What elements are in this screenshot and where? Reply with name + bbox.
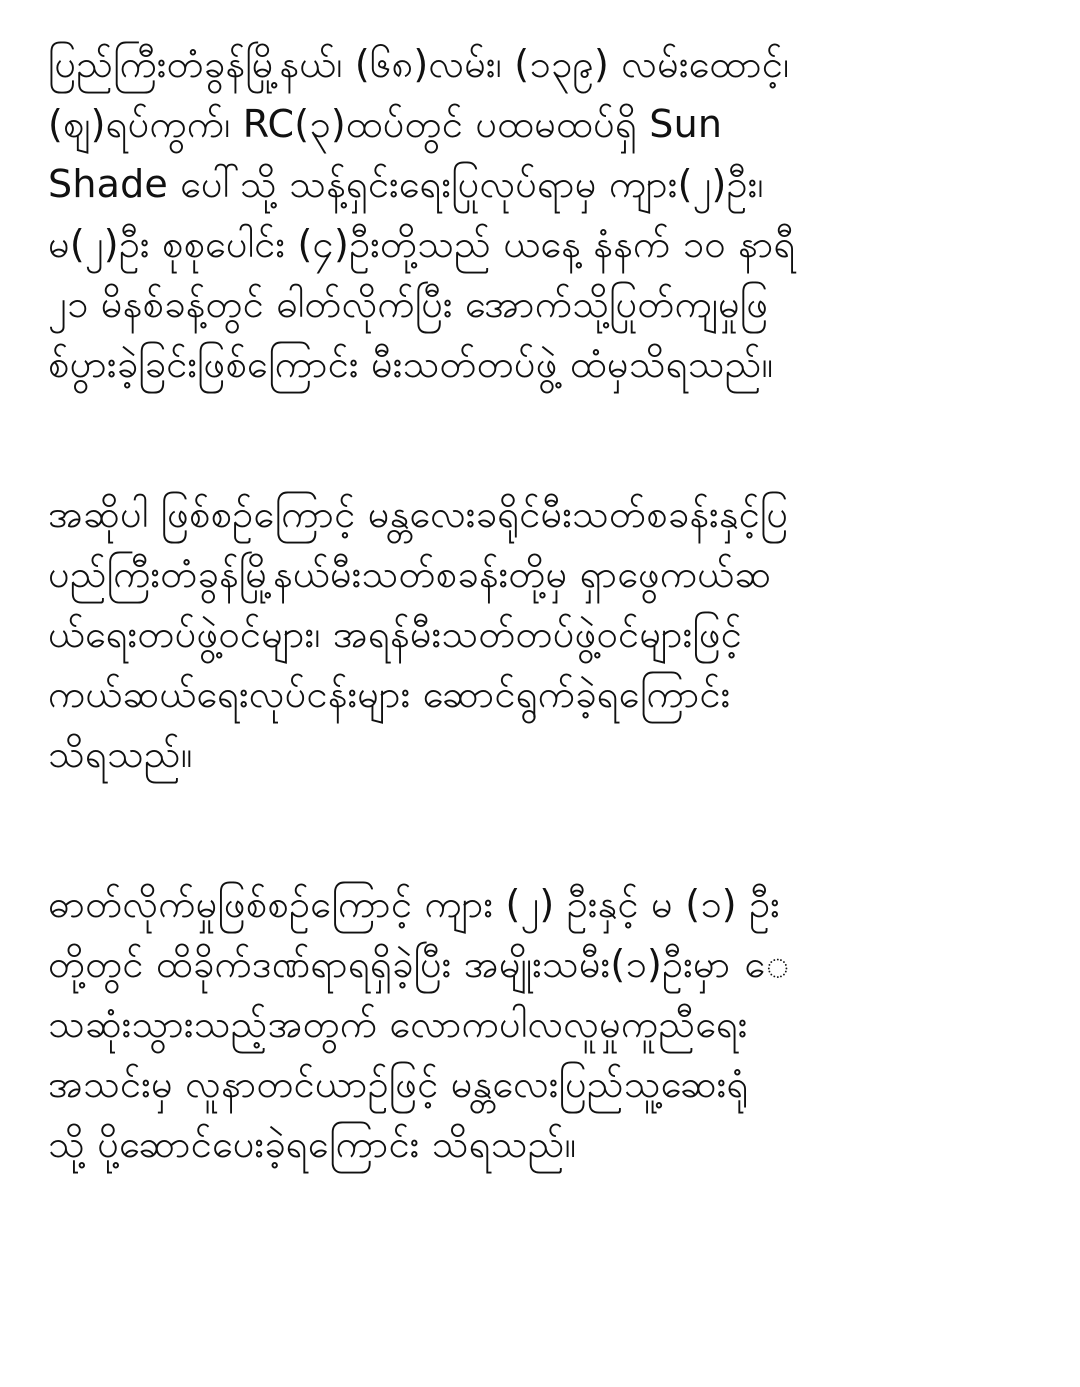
text-line: ပည်ကြီးတံခွန်မြို့နယ်မီးသတ်စခန်းတို့မှ ရှာဖွေကယ်ဆ (48, 552, 772, 596)
text-line: မ(၂)ဦး စုစုပေါင်း (၄)ဦးတို့သည် ယနေ့ နံနက် ၁၀ နာရီ (48, 222, 796, 266)
text-line: သိရသည်။ (48, 732, 193, 776)
text-line: သို့ ပို့ဆောင်ပေးခဲ့ရကြောင်း သိရသည်။ (48, 1122, 577, 1166)
text-line: ဓာတ်လိုက်မှုဖြစ်စဉ်ကြောင့် ကျား (၂) ဦးနှင့် မ (၁) ဦး (48, 882, 781, 926)
text-line: (စျ)ရပ်ကွက်၊ RC(၃)ထပ်တွင် ပထမထပ်ရှိ Sun (48, 102, 723, 146)
text-line: အသင်းမှ လူနာတင်ယာဉ်ဖြင့် မန္တလေးပြည်သူ့ဆေးရုံ (48, 1062, 749, 1106)
text-line: Shade ပေါ်သို့ သန့်ရှင်းရေးပြုလုပ်ရာမှ ကျား(၂)ဦး၊ (48, 162, 764, 206)
paragraph-1 (48, 34, 1048, 394)
text-line: အဆိုပါ ဖြစ်စဉ်ကြောင့် မန္တလေးခရိုင်မီးသတ်စခန်းနှင့်ပြ (48, 492, 789, 536)
paragraph-2 (48, 484, 1048, 784)
paragraph-gap (48, 784, 1048, 874)
text-line: စ်ပွားခဲ့ခြင်းဖြစ်ကြောင်း မီးသတ်တပ်ဖွဲ့ ထံမှသိရသည်။ (48, 342, 774, 386)
text-line: ယ်ရေးတပ်ဖွဲ့ဝင်များ၊ အရန်မီးသတ်တပ်ဖွဲ့ဝင်များဖြင့် (48, 612, 743, 656)
text-line: ပြည်ကြီးတံခွန်မြို့နယ်၊ (၆၈)လမ်း၊ (၁၃၉) လမ်းထောင့်၊ (48, 42, 790, 86)
news-article (48, 34, 1048, 1174)
paragraph-3 (48, 874, 1048, 1174)
paragraph-gap (48, 394, 1048, 484)
text-line: ၂၁ မိနစ်ခန့်တွင် ဓါတ်လိုက်ပြီး အောက်သို့ပြုတ်ကျမှုဖြ (48, 282, 769, 326)
text-line: တို့တွင် ထိခိုက်ဒဏ်ရာရရှိခဲ့ပြီး အမျိုးသမီး(၁)ဦးမှာ ေ (48, 942, 790, 986)
text-line: သဆုံးသွားသည့်အတွက် လောကပါလလူမှုကူညီရေး (48, 1002, 748, 1046)
text-line: ကယ်ဆယ်ရေးလုပ်ငန်းများ ဆောင်ရွက်ခဲ့ရကြောင်း (48, 672, 731, 716)
